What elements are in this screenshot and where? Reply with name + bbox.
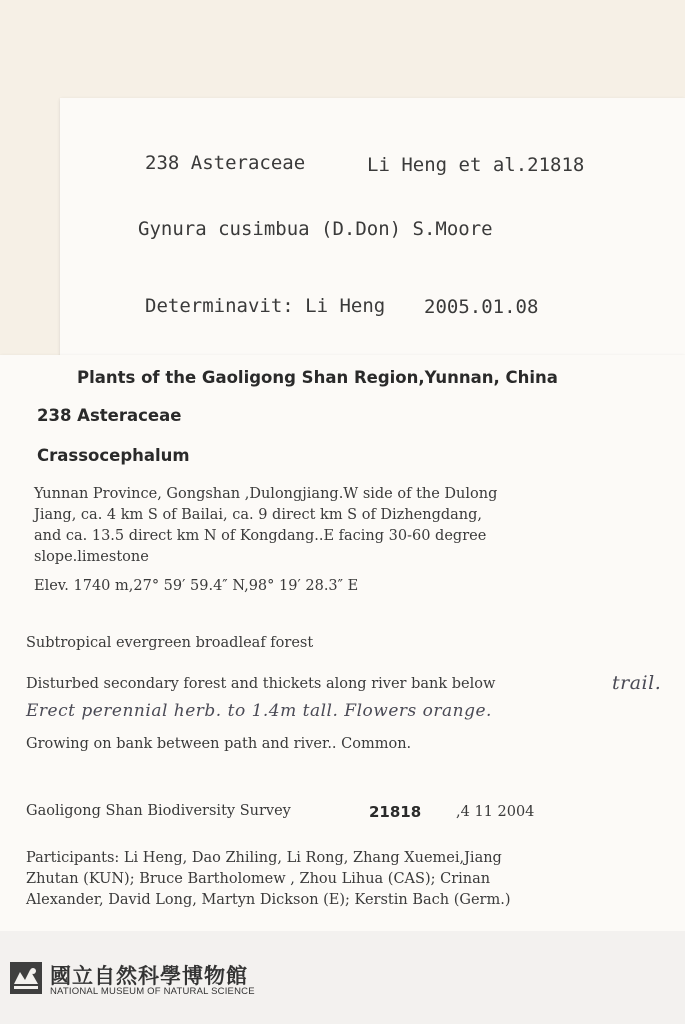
locality-line-1: Yunnan Province, Gongshan ,Dulongjiang.W side of the Dulong (34, 486, 498, 502)
det-date: 2005.01.08 (424, 296, 539, 318)
habitat: Subtropical evergreen broadleaf forest (26, 635, 314, 651)
participants-line-2: Zhutan (KUN); Bruce Bartholomew , Zhou Lihua (CAS); Crinan (26, 871, 491, 887)
locality-line-3: and ca. 13.5 direct km N of Kongdang..E facing 30-60 degree (34, 528, 487, 544)
det-taxon: Gynura cusimbua (D.Don) S.Moore (138, 218, 493, 240)
collection-number: 21818 (369, 803, 422, 821)
collection-date: ,4 11 2004 (456, 804, 535, 820)
label-genus: Crassocephalum (37, 446, 190, 465)
participants-line-1: Participants: Li Heng, Dao Zhiling, Li Rong, Zhang Xuemei,Jiang (26, 850, 502, 866)
det-family: 238 Asteraceae (145, 152, 306, 174)
handwritten-trail: trail. (612, 672, 662, 694)
det-determinavit: Determinavit: Li Heng (145, 295, 386, 317)
label-title: Plants of the Gaoligong Shan Region,Yunnan, China (77, 368, 558, 387)
museum-name-chinese: 國立自然科學博物館 (50, 964, 248, 988)
label-family: 238 Asteraceae (37, 406, 182, 425)
locality-line-2: Jiang, ca. 4 km S of Bailai, ca. 9 direct km S of Dizhengdang, (34, 507, 483, 523)
growing-notes: Growing on bank between path and river.. Common. (26, 736, 412, 752)
handwritten-description: Erect perennial herb. to 1.4m tall. Flowers orange. (26, 701, 492, 721)
museum-name-english: NATIONAL MUSEUM OF NATURAL SCIENCE (50, 986, 255, 997)
det-collector: Li Heng et al.21818 (367, 154, 585, 176)
locality-line-4: slope.limestone (34, 549, 149, 565)
elevation-coordinates: Elev. 1740 m,27° 59′ 59.4″ N,98° 19′ 28.3″ E (34, 578, 359, 594)
habitat-detail: Disturbed secondary forest and thickets along river bank below (26, 676, 496, 692)
participants-line-3: Alexander, David Long, Martyn Dickson (E); Kerstin Bach (Germ.) (26, 892, 511, 908)
museum-logo-icon (10, 962, 42, 994)
survey-name: Gaoligong Shan Biodiversity Survey (26, 803, 291, 819)
